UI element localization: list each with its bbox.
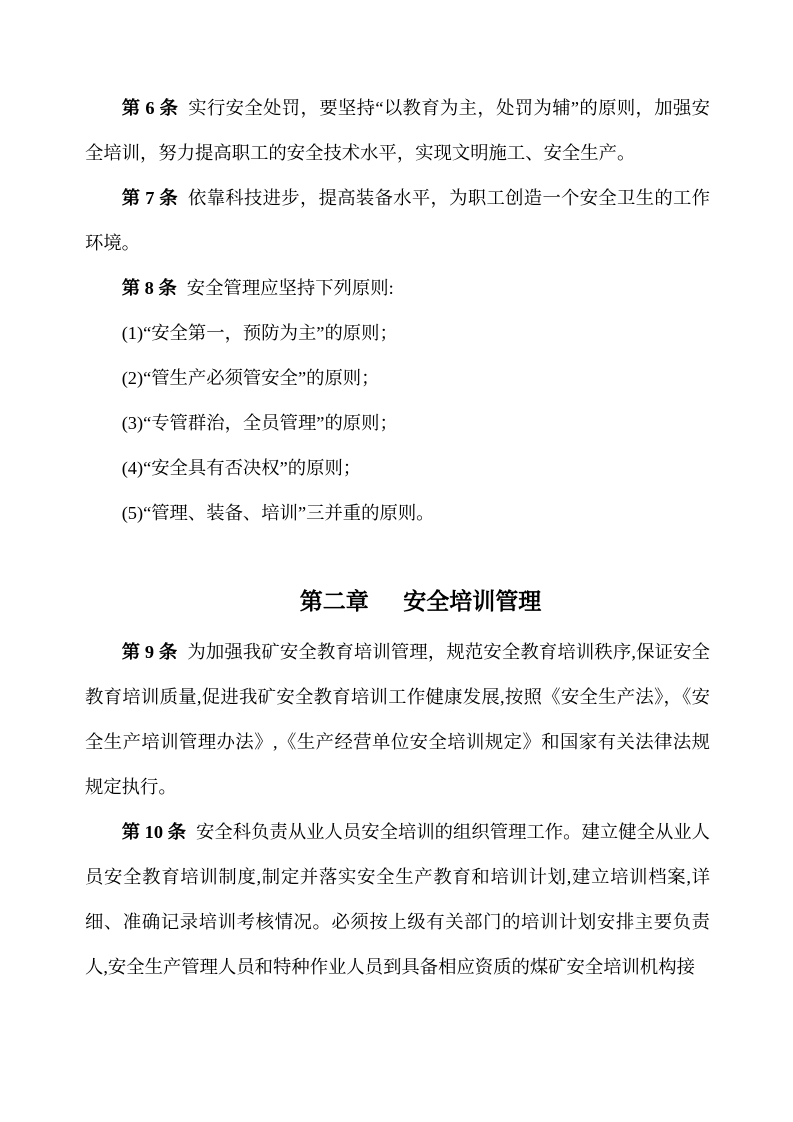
article-paragraph-7 [85, 176, 710, 266]
article-paragraph-6 [85, 86, 710, 176]
principle-item-1: (1)“安全第一，预防为主”的原则； [121, 323, 398, 343]
chapter-title: 安全培训管理 [403, 589, 542, 614]
article-text: 为加强我矿安全教育培训管理，规范安全教育培训秩序,保证安全教育培训质量,促进我矿安全教育培训工作健康发展,按照《安全生产法》，《安全生产培训管理办法》,《生产经营单位安全培训规定》和国家有关法律法规规定执行。 [85, 642, 710, 797]
article-number-label: 第 7 条 [121, 188, 178, 208]
chapter-heading [85, 579, 710, 624]
article-number-label: 第 9 条 [121, 642, 178, 662]
article-number-label: 第 8 条 [121, 278, 177, 298]
article-text: 安全科负责从业人员安全培训的组织管理工作。建立健全从业人员安全教育培训制度,制定并落实安全生产教育和培训计划,建立培训档案,详细、准确记录培训考核情况。必须按上级有关部门的培训计划安排主要负责人,安全生产管理人员和特种作业人员到具备相应资质的煤矿安全培训机构接 [85, 822, 711, 977]
article-number-label: 第 6 条 [121, 98, 179, 118]
principle-item-3: (3)“专管群治，全员管理”的原则； [121, 413, 398, 433]
principle-item-2: (2)“管生产必须管安全”的原则； [121, 368, 380, 388]
article-number-label: 第 10 条 [121, 822, 186, 842]
article-paragraph-9 [85, 630, 710, 810]
article-text: 安全管理应坚持下列原则: [186, 278, 394, 298]
article-text: 实行安全处罚，要坚持“以教育为主，处罚为辅”的原则，加强安全培训，努力提高职工的安全技术水平，实现文明施工、安全生产。 [85, 98, 710, 163]
article-paragraph-8 [85, 266, 710, 311]
article-paragraph-10 [85, 810, 710, 990]
principle-item-5: (5)“管理、装备、培训”三并重的原则。 [121, 503, 435, 523]
principle-item-4: (4)“安全具有否决权”的原则； [121, 458, 362, 478]
article-text: 依靠科技进步，提高装备水平，为职工创造一个安全卫生的工作环境。 [85, 188, 711, 253]
chapter-number: 第二章 [299, 589, 369, 614]
